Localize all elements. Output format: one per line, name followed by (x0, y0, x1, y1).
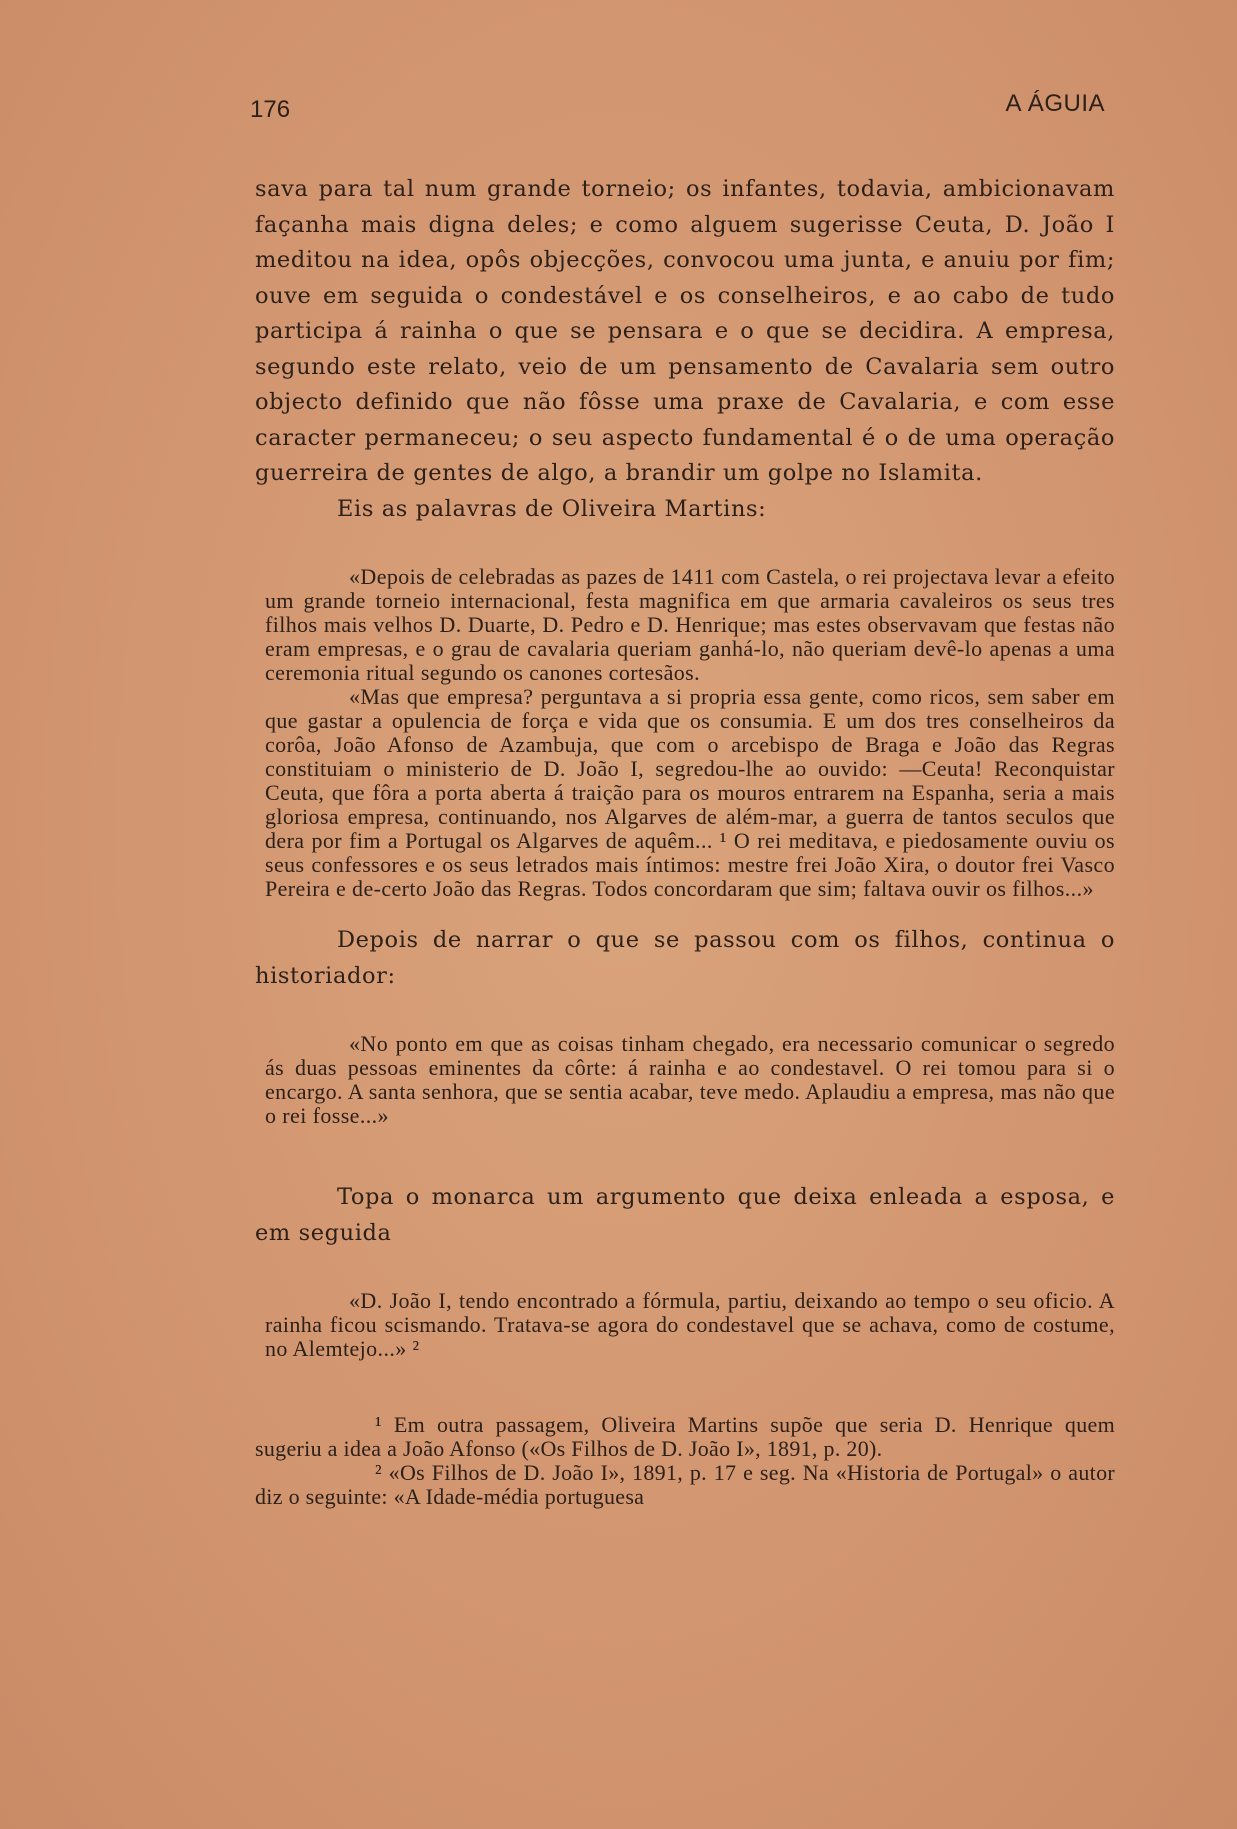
footnote: ¹ Em outra passagem, Oliveira Martins supõe que seria D. Henrique quem sugeriu a idea a João Afonso («Os Filhos de D. João I», 1891, p. 20). (255, 1412, 1115, 1461)
running-title: A ÁGUIA (1005, 90, 1105, 117)
body-paragraph: Topa o monarca um argumento que deixa enleada a esposa, e em seguida (255, 1184, 1115, 1246)
footnotes (255, 1413, 1115, 1509)
page-number: 176 (250, 96, 291, 123)
body-paragraph: sava para tal num grande torneio; os infantes, todavia, ambicionavam façanha mais digna deles; e como alguem sugerisse Ceuta, D. João I meditou na idea, opôs objecções, convocou uma junta, e anuiu por fim; ouve em seguida o condestável e os conselheiros, e ao cabo de tudo participa á rainha o que se pensara e o que se decidira. A empresa, segundo este relato, veio de um pensamento de Cavalaria sem outro objecto definido que não fôsse uma praxe de Cavalaria, e com esse caracter permaneceu; o seu aspecto fundamental é o de uma operação guerreira de gentes de algo, a brandir um golpe no Islamita. (255, 176, 1115, 486)
block-quote: «D. João I, tendo encontrado a fórmula, partiu, deixando ao tempo o seu oficio. A rainha ficou scismando. Tratava-se agora do condestavel que se achava, como de costume, no Alemtejo...» ² (265, 1288, 1115, 1361)
block-quote: «No ponto em que as coisas tinham chegado, era necessario comunicar o segredo ás duas pessoas eminentes da côrte: á rainha e ao condestavel. O rei tomou para si o encargo. A santa senhora, que se sentia acabar, teve medo. Aplaudiu a empresa, mas não que o rei fosse...» (265, 1031, 1115, 1128)
block-quote: «Depois de celebradas as pazes de 1411 com Castela, o rei projectava levar a efeito um grande torneio internacional, festa magnifica em que armaria cavaleiros os seus tres filhos mais velhos D. Duarte, D. Pedro e D. Henrique; mas estes observavam que festas não eram empresas, e o grau de cavalaria queriam ganhá-lo, não queriam devê-lo apenas a uma ceremonia ritual segundo os canones cortesãos. (265, 564, 1115, 685)
block-quote: «Mas que empresa? perguntava a si propria essa gente, como ricos, sem saber em que gastar a opulencia de força e vida que os consumia. E um dos tres conselheiros da corôa, João Afonso de Azambuja, que com o arcebispo de Braga e João das Regras constituiam o ministerio de D. João I, segredou-lhe ao ouvido: —Ceuta! Reconquistar Ceuta, que fôra a porta aberta á traição para os mouros entrarem na Espanha, seria a mais gloriosa empresa, continuando, nos Algarves de além-mar, a guerra de tantos seculos que dera por fim a Portugal os Algarves de aquêm... ¹ O rei meditava, e piedosamente ouviu os seus confessores e os seus letrados mais íntimos: mestre frei João Xira, o doutor frei Vasco Pereira e de-certo João das Regras. Todos concordaram que sim; faltava ouvir os filhos...» (265, 684, 1115, 901)
body-paragraph: Eis as palavras de Oliveira Martins: (337, 495, 767, 522)
body-paragraph: Depois de narrar o que se passou com os filhos, continua o historiador: (255, 927, 1115, 989)
footnote: ² «Os Filhos de D. João I», 1891, p. 17 e seg. Na «Historia de Portugal» o autor diz o seguinte: «A Idade-média portuguesa (255, 1460, 1115, 1509)
page-body (255, 172, 1115, 1509)
page-header (250, 90, 1105, 136)
